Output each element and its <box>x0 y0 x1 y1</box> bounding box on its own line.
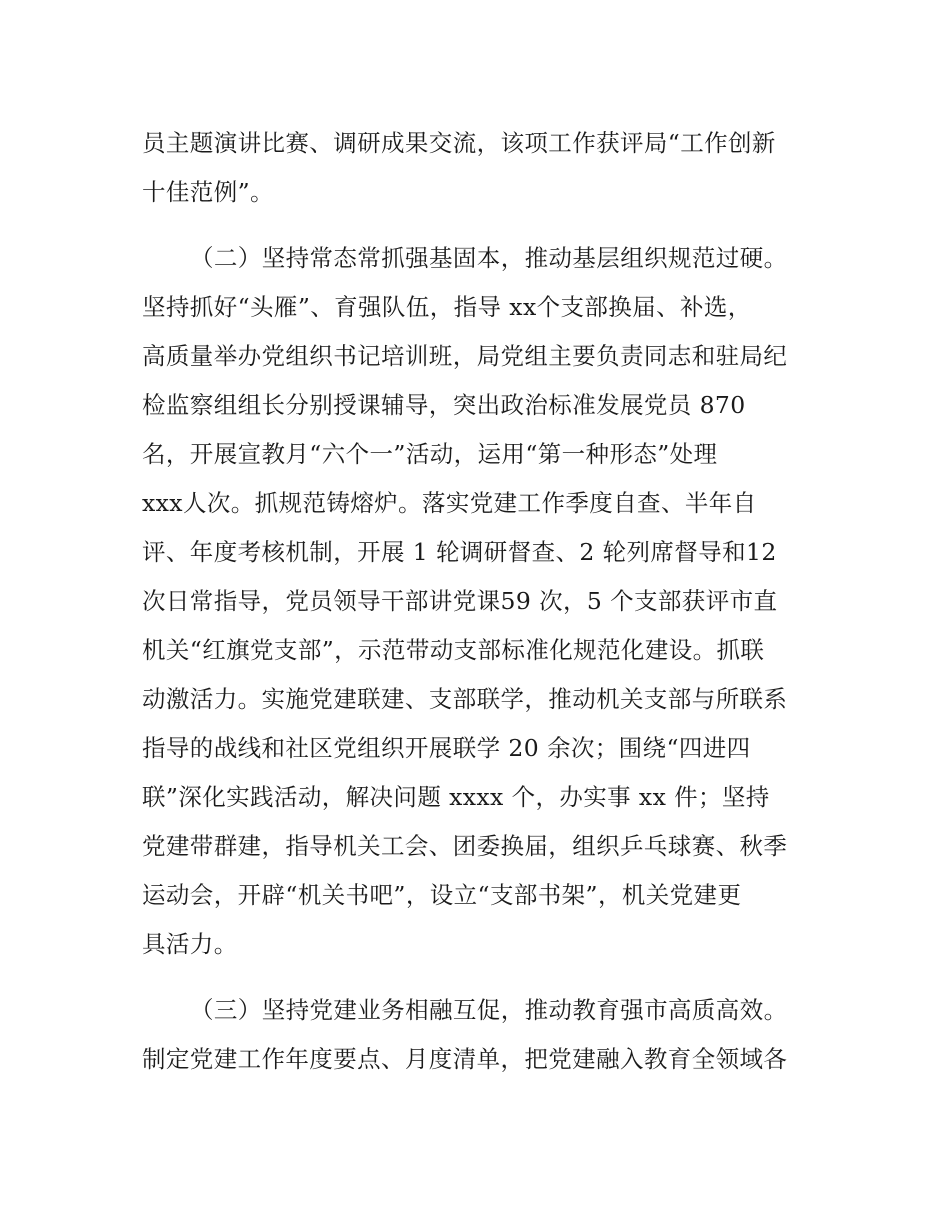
text-line: 高质量举办党组织书记培训班，局党组主要负责同志和驻局纪 <box>142 342 788 370</box>
text-line: 机关“红旗党支部”，示范带动支部标准化规范化建设。抓联 <box>142 636 765 664</box>
section-heading-3: （三）坚持党建业务相融互促，推动教育强市高质高效。 <box>190 996 788 1024</box>
text-line: 名，开展宣教月“六个一”活动，运用“第一种形态”处理 <box>142 440 718 468</box>
text-line: 党建带群建，指导机关工会、团委换届，组织乒乓球赛、秋季 <box>142 832 788 860</box>
text-line: 评、年度考核机制，开展 1 轮调研督查、2 轮列席督导和12 <box>142 538 777 566</box>
text-line: 动激活力。实施党建联建、支部联学，推动机关支部与所联系 <box>142 685 788 713</box>
text-line: 联”深化实践活动，解决问题 xxxx 个，办实事 xx 件；坚持 <box>142 783 770 811</box>
text-line: xxx人次。抓规范铸熔炉。落实党建工作季度自查、半年自 <box>142 489 757 517</box>
text-line: 次日常指导，党员领导干部讲党课59 次，5 个支部获评市直 <box>142 587 778 615</box>
text-line: 员主题演讲比赛、调研成果交流，该项工作获评局“工作创新 <box>142 129 776 157</box>
section-heading-2: （二）坚持常态常抓强基固本，推动基层组织规范过硬。 <box>190 244 788 272</box>
text-line: 运动会，开辟“机关书吧”，设立“支部书架”，机关党建更 <box>142 881 742 909</box>
text-line: 检监察组组长分别授课辅导，突出政治标准发展党员 870 <box>142 391 746 419</box>
text-line: 制定党建工作年度要点、月度清单，把党建融入教育全领域各 <box>142 1045 788 1073</box>
text-line: 十佳范例”。 <box>142 178 274 206</box>
text-line: 具活力。 <box>142 930 238 958</box>
text-line: 指导的战线和社区党组织开展联学 20 余次；围绕“四进四 <box>142 734 751 762</box>
text-line: 坚持抓好“头雁”、育强队伍，指导 xx个支部换届、补选， <box>142 293 752 321</box>
